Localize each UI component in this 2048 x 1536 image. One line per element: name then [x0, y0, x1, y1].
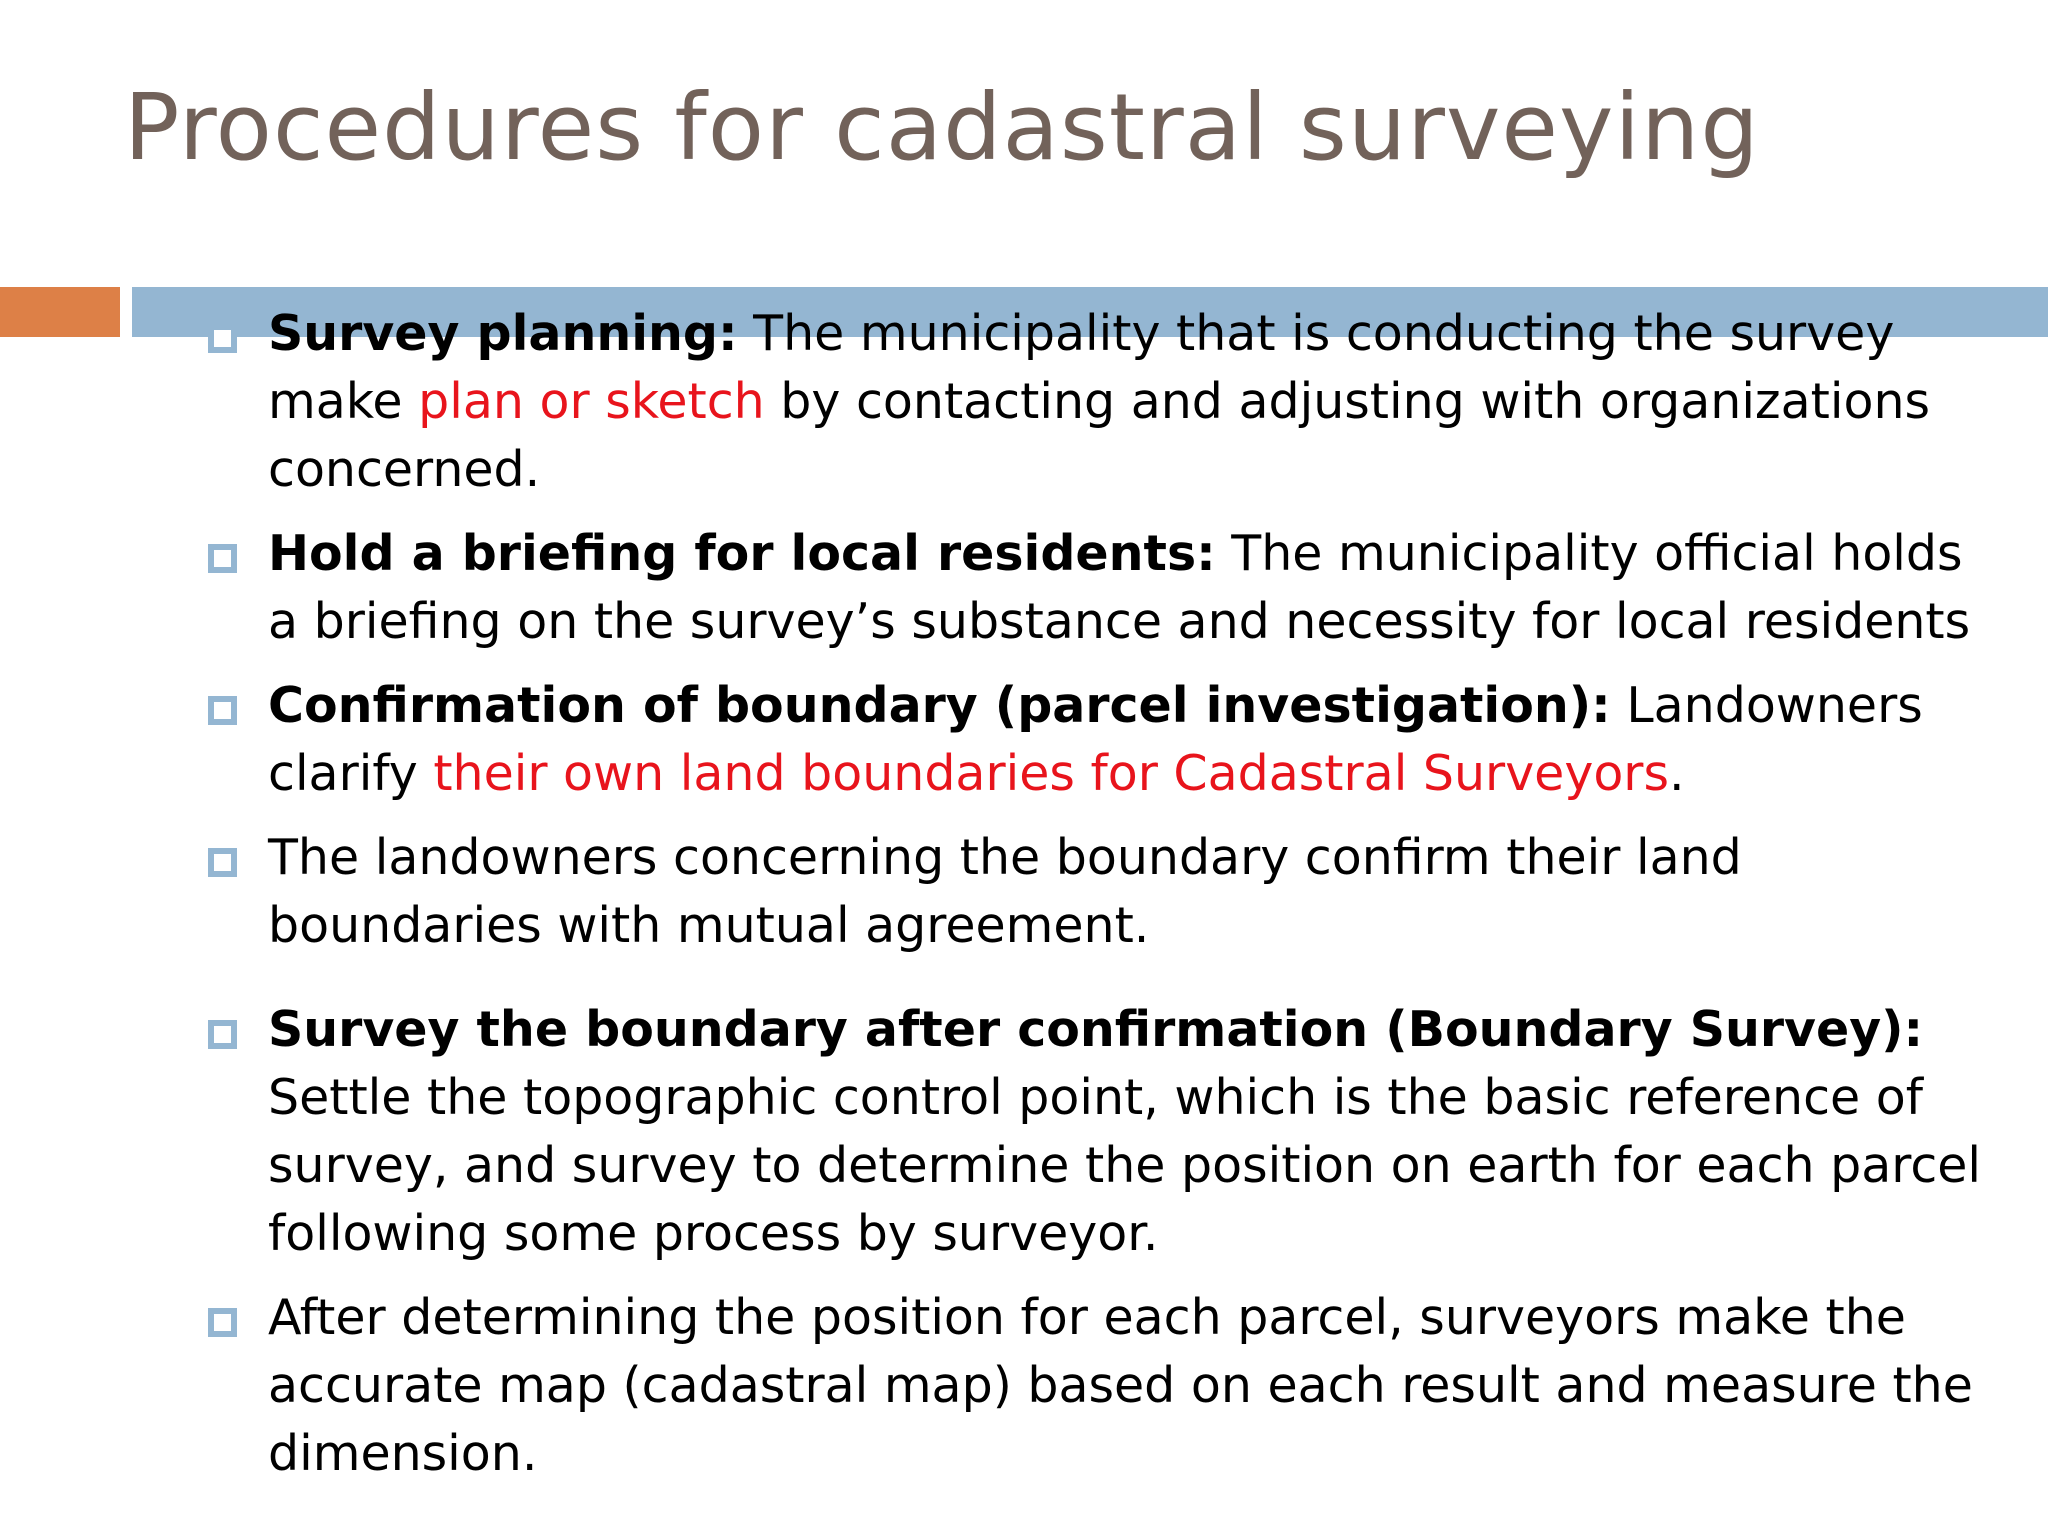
bullet-heading: Survey planning:	[268, 305, 738, 362]
bullet-list	[208, 300, 2008, 1504]
bullet-item-boundary-confirmation	[208, 672, 2008, 808]
square-bullet-icon	[208, 848, 237, 877]
bullet-heading: Confirmation of boundary (parcel investigation):	[268, 677, 1611, 734]
bullet-heading: Hold a briefing for local residents:	[268, 525, 1216, 582]
square-bullet-icon	[208, 324, 237, 353]
bullet-text: Landowners clarify	[268, 677, 1923, 802]
bullet-item-survey-planning	[208, 300, 2008, 504]
bullet-item-mutual-agreement	[208, 824, 2008, 960]
square-bullet-icon	[208, 1308, 237, 1337]
bullet-text: The municipality official holds a briefing on the survey’s substance and necessity for local residents	[268, 525, 1971, 650]
bullet-item-cadastral-map	[208, 1284, 2008, 1488]
bullet-item-briefing	[208, 520, 2008, 656]
square-bullet-icon	[208, 696, 237, 725]
bullet-text: by contacting and adjusting with organizations concerned.	[268, 373, 1931, 498]
bullet-heading: Survey the boundary after confirmation (Boundary Survey):	[268, 1001, 1924, 1058]
bullet-text: .	[1668, 745, 1685, 802]
bullet-text: The landowners concerning the boundary confirm their land boundaries with mutual agreement.	[268, 829, 1742, 954]
slide-title: Procedures for cadastral surveying	[124, 74, 1760, 181]
accent-bar-orange	[0, 287, 120, 337]
bullet-text: After determining the position for each parcel, surveyors make the accurate map (cadastral map) based on each result and measure the dimension.	[268, 1289, 1973, 1482]
bullet-item-boundary-survey	[208, 996, 2008, 1268]
bullet-text: The municipality that is conducting the survey make	[268, 305, 1895, 430]
bullet-text: Settle the topographic control point, which is the basic reference of survey, and survey to determine the position on earth for each parcel following some process by surveyor.	[268, 1069, 1982, 1262]
square-bullet-icon	[208, 544, 237, 573]
bullet-highlight: plan or sketch	[418, 373, 765, 430]
bullet-highlight: their own land boundaries for Cadastral Surveyors	[433, 745, 1669, 802]
square-bullet-icon	[208, 1020, 237, 1049]
